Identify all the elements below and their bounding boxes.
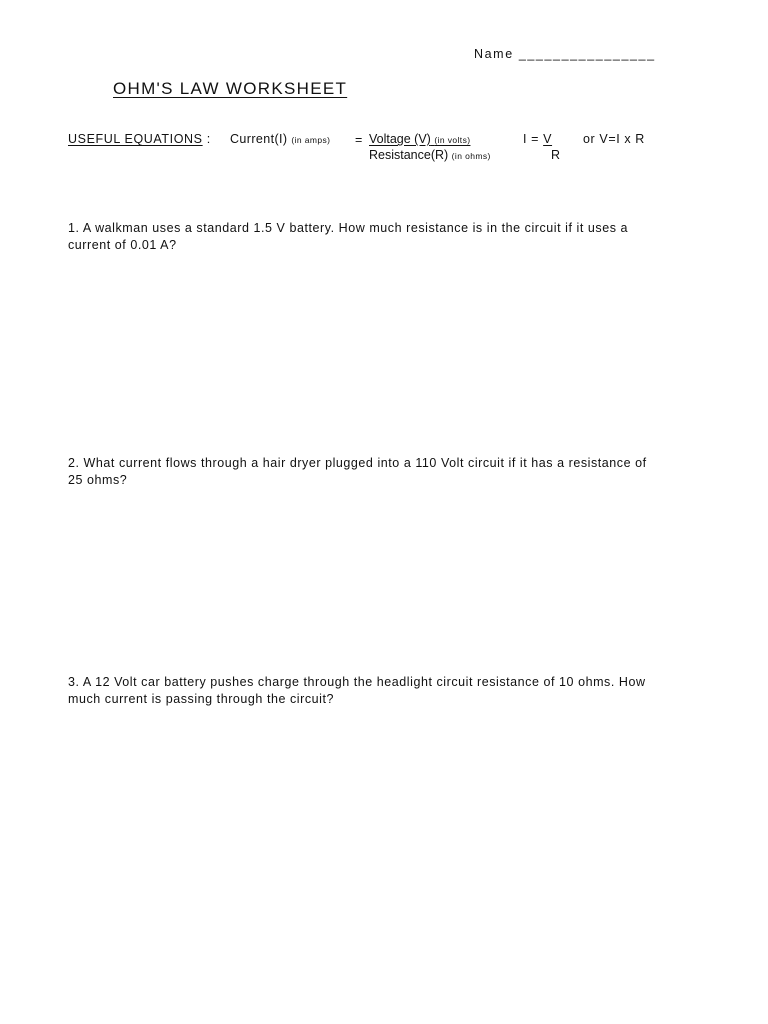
name-field: Name ________________ xyxy=(474,47,656,61)
current-unit: (in amps) xyxy=(291,135,331,145)
current-term xyxy=(230,132,330,146)
page-title: OHM'S LAW WORKSHEET xyxy=(113,79,348,98)
v-numerator: V xyxy=(543,132,553,146)
i-equals-label: I = xyxy=(523,132,544,146)
question-1: 1. A walkman uses a standard 1.5 V battery. How much resistance is in the circuit if it uses a current of 0.01 A? xyxy=(68,221,629,252)
resistance-label: Resistance(R) xyxy=(369,148,449,162)
useful-equations-heading xyxy=(68,132,211,146)
i-equals-formula xyxy=(523,132,552,146)
alternate-formula: or V=I x R xyxy=(583,132,645,146)
question-3: 3. A 12 Volt car battery pushes charge through the headlight circuit resistance of 10 ohms. How much current is passing through the circuit? xyxy=(68,675,646,706)
current-label: Current(I) xyxy=(230,132,288,146)
voltage-term xyxy=(369,132,470,146)
r-denominator: R xyxy=(551,148,561,162)
equals-sign: = xyxy=(355,133,363,147)
resistance-unit: (in ohms) xyxy=(451,151,491,161)
useful-equations-colon: : xyxy=(202,132,211,146)
resistance-term xyxy=(369,148,491,162)
voltage-label: Voltage (V) xyxy=(369,132,431,146)
useful-equations-label: USEFUL EQUATIONS xyxy=(68,132,203,146)
question-2: 2. What current flows through a hair dryer plugged into a 110 Volt circuit if it has a resistance of 25 ohms? xyxy=(68,456,647,487)
voltage-unit: (in volts) xyxy=(434,135,471,145)
